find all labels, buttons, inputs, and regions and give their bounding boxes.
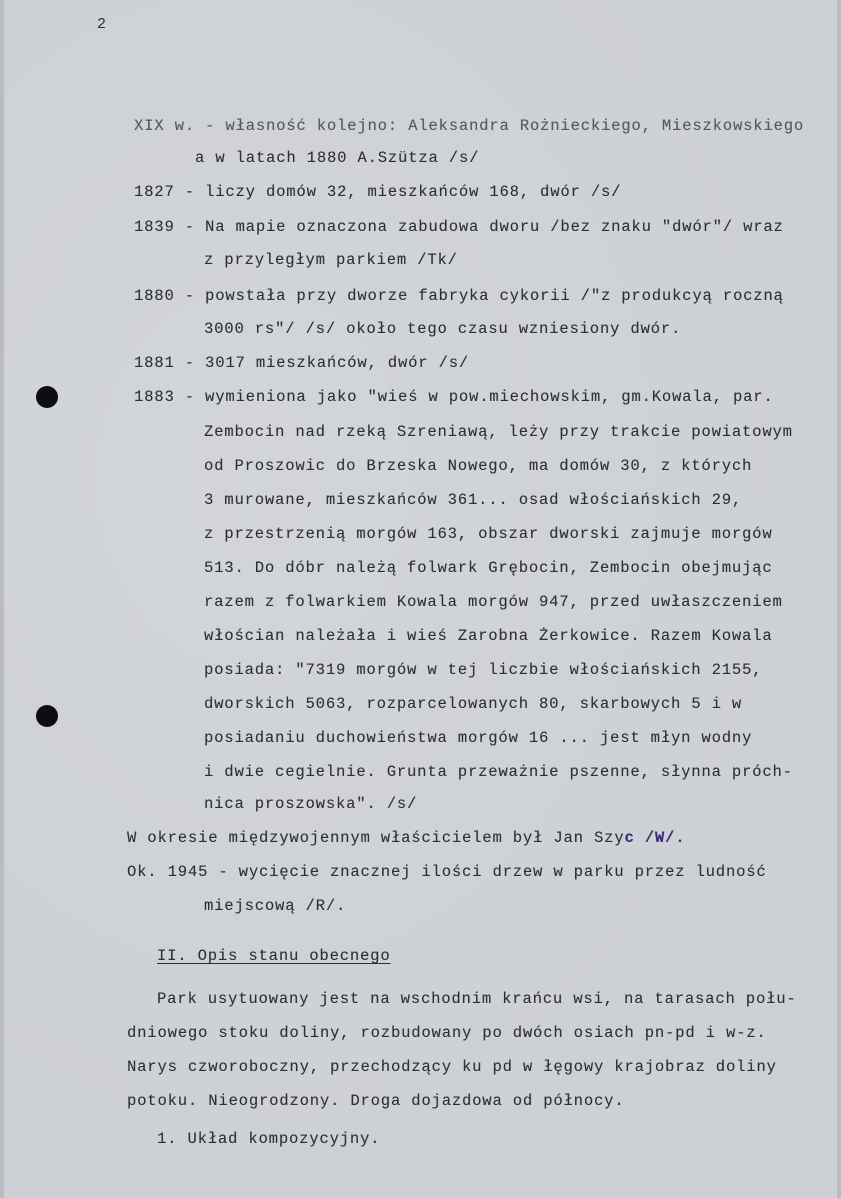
text-line-content: Ok. 1945 - wycięcie znacznej ilości drzew w parku przez ludność xyxy=(127,863,767,881)
text-line xyxy=(204,251,458,269)
ink-correction: c /W/. xyxy=(624,829,686,847)
text-line-content: dworskich 5063, rozparcelowanych 80, skarbowych 5 i w xyxy=(204,695,743,713)
text-line-content: 3 murowane, mieszkańców 361... osad włościańskich 29, xyxy=(204,491,743,509)
text-line-content: 3000 rs"/ /s/ około tego czasu wzniesiony dwór. xyxy=(204,320,682,338)
text-line xyxy=(204,593,783,611)
text-line xyxy=(134,183,621,201)
text-line-content: posiadaniu duchowieństwa morgów 16 ... jest młyn wodny xyxy=(204,729,753,747)
text-line xyxy=(134,218,784,236)
text-line xyxy=(204,627,772,645)
text-line xyxy=(204,559,772,577)
text-line-content: XIX w. - własność kolejno: Aleksandra Rożnieckiego, Mieszkowskiego xyxy=(134,117,804,135)
text-line-content: potoku. Nieogrodzony. Droga dojazdowa od północy. xyxy=(127,1092,625,1110)
text-line-content: a w latach 1880 A.Szütza /s/ xyxy=(195,149,480,167)
text-line-content: W okresie międzywojennym właścicielem był Jan Szy xyxy=(127,829,625,847)
text-line-content: miejscową /R/. xyxy=(204,897,347,915)
text-line-content: 1880 - powstała przy dworze fabryka cykorii /"z produkcyą roczną xyxy=(134,287,784,305)
punch-hole-bottom xyxy=(36,705,58,727)
text-line xyxy=(204,457,752,475)
text-line-content: 1. Układ kompozycyjny. xyxy=(157,1130,381,1148)
text-line xyxy=(127,1058,777,1076)
section-heading xyxy=(157,947,391,965)
text-line xyxy=(204,897,346,915)
page-number: 2 xyxy=(97,16,108,33)
text-line xyxy=(134,388,774,406)
text-line-content: nica proszowska". /s/ xyxy=(204,795,418,813)
text-line xyxy=(127,1092,624,1110)
text-line xyxy=(134,287,784,305)
text-line xyxy=(134,354,469,372)
text-line xyxy=(195,149,479,167)
text-line-content: 1839 - Na mapie oznaczona zabudowa dworu /bez znaku "dwór"/ wraz xyxy=(134,218,784,236)
text-line xyxy=(204,491,742,509)
text-line xyxy=(127,863,767,881)
text-line-content: z przestrzenią morgów 163, obszar dworski zajmuje morgów xyxy=(204,525,773,543)
text-line xyxy=(134,117,804,135)
text-line xyxy=(204,695,742,713)
text-line-content: od Proszowic do Brzeska Nowego, ma domów 30, z których xyxy=(204,457,753,475)
page-right-edge xyxy=(837,0,841,1198)
text-line xyxy=(204,661,762,679)
text-line xyxy=(127,1024,767,1042)
text-line xyxy=(204,423,793,441)
text-line-content: 513. Do dóbr należą folwark Grębocin, Zembocin obejmując xyxy=(204,559,773,577)
text-line-content: i dwie cegielnie. Grunta przeważnie pszenne, słynna próch- xyxy=(204,763,793,781)
text-line-content: Zembocin nad rzeką Szreniawą, leży przy trakcie powiatowym xyxy=(204,423,793,441)
text-line xyxy=(204,525,772,543)
text-line-content: 1881 - 3017 mieszkańców, dwór /s/ xyxy=(134,354,469,372)
text-line-content: z przyległym parkiem /Tk/ xyxy=(204,251,458,269)
text-line-content: Narys czworoboczny, przechodzący ku pd w łęgowy krajobraz doliny xyxy=(127,1058,777,1076)
text-line-content: posiada: "7319 morgów w tej liczbie włościańskich 2155, xyxy=(204,661,763,679)
text-line-content: Park usytuowany jest na wschodnim krańcu wsi, na tarasach połu- xyxy=(157,990,797,1008)
text-line xyxy=(127,829,685,847)
text-line xyxy=(204,729,752,747)
text-line-content: 1827 - liczy domów 32, mieszkańców 168, dwór /s/ xyxy=(134,183,622,201)
text-line xyxy=(204,795,417,813)
text-line xyxy=(204,763,793,781)
text-line-content: dniowego stoku doliny, rozbudowany po dwóch osiach pn-pd i w-z. xyxy=(127,1024,767,1042)
text-line-content: 1883 - wymieniona jako "wieś w pow.miechowskim, gm.Kowala, par. xyxy=(134,388,774,406)
page-left-edge xyxy=(0,0,4,1198)
text-line xyxy=(157,1130,380,1148)
text-line xyxy=(157,990,797,1008)
text-line-content: razem z folwarkiem Kowala morgów 947, przed uwłaszczeniem xyxy=(204,593,783,611)
text-line xyxy=(204,320,681,338)
punch-hole-top xyxy=(36,386,58,408)
text-line-content: włościan należała i wieś Zarobna Żerkowice. Razem Kowala xyxy=(204,627,773,645)
text-line-content: II. Opis stanu obecnego xyxy=(157,947,391,965)
